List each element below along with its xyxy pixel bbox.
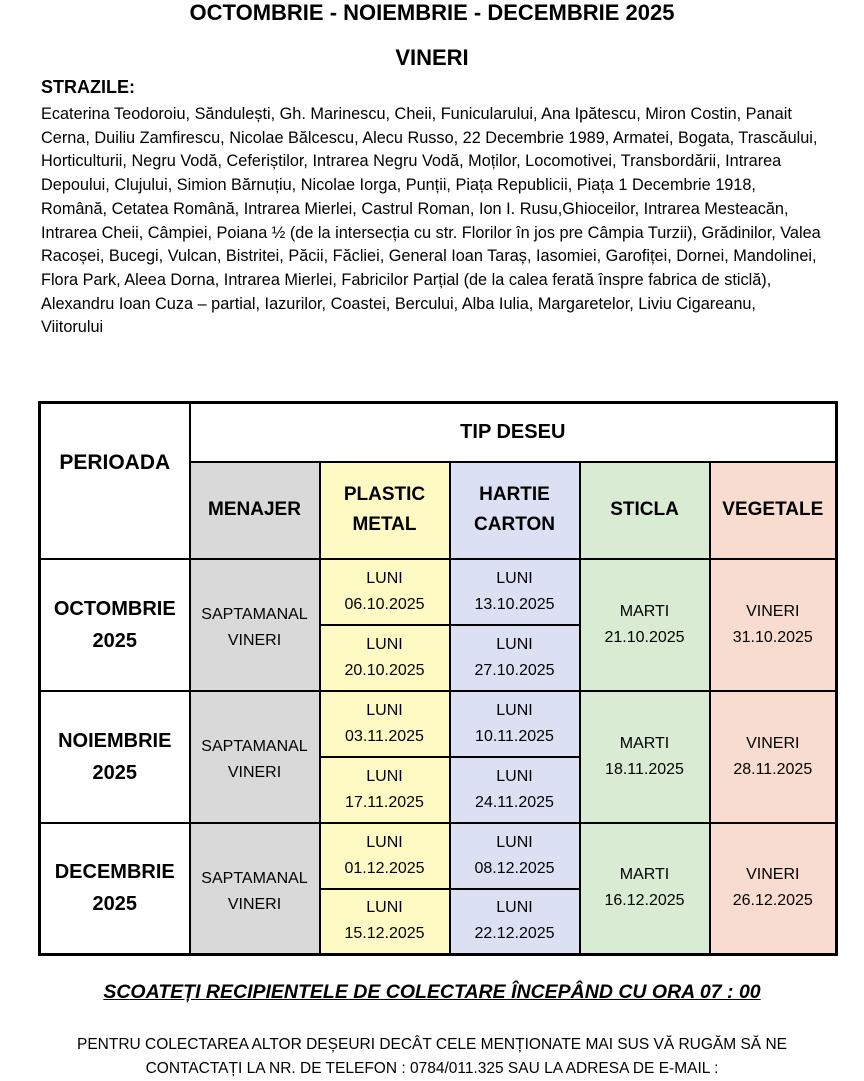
col-header-sticla: STICLA xyxy=(580,462,710,559)
contact-line: PENTRU COLECTAREA ALTOR DEȘEURI DECÂT CELE MENȚIONATE MAI SUS VĂ RUGĂM SĂ NE xyxy=(77,1036,787,1053)
plastic-date-cell: LUNI 01.12.2025 xyxy=(320,823,450,889)
col-header-plastic-metal: PLASTIC METAL xyxy=(320,462,450,559)
waste-type-header: TIP DESEU xyxy=(190,403,837,462)
menajer-cell: SAPTAMANAL VINERI xyxy=(190,559,320,691)
page-title: OCTOMBRIE - NOIEMBRIE - DECEMBRIE 2025 xyxy=(189,0,675,25)
vegetale-date-cell: VINERI 26.12.2025 xyxy=(710,823,837,955)
hartie-date-cell: LUNI 08.12.2025 xyxy=(450,823,580,889)
period-decembrie: DECEMBRIE 2025 xyxy=(40,823,190,955)
contact-line: CONTACTAȚI LA NR. DE TELEFON : 0784/011.325 SAU LA ADRESA DE E-MAIL : xyxy=(145,1060,719,1077)
col-header-vegetale: VEGETALE xyxy=(710,462,837,559)
menajer-cell: SAPTAMANAL VINERI xyxy=(190,823,320,955)
period-noiembrie: NOIEMBRIE 2025 xyxy=(40,691,190,823)
period-octombrie: OCTOMBRIE 2025 xyxy=(40,559,190,691)
vegetale-date-cell: VINERI 31.10.2025 xyxy=(710,559,837,691)
period-header: PERIOADA xyxy=(40,403,190,559)
sticla-date-cell: MARTI 18.11.2025 xyxy=(580,691,710,823)
streets-list: Ecaterina Teodoroiu, Săndulești, Gh. Marinescu, Cheii, Funicularului, Ana Ipătescu, Miron Costin, Panait Cerna, Duiliu Zamfirescu, Nicolae Bălcescu, Alecu Russo, 22 Decembrie 1989, Armatei, Bogata, Trascăului, Horticulturii, Negru Vodă, Ceferiștilor, Intrarea Negru Vodă, Moților, Locomotivei, Transbordării, Intrarea Depoului, Clujului, Simion Bărnuțiu, Nicolae Iorga, Punții, Piața Republicii, Piața 1 Decembrie 1918, Română, Cetatea Română, Intrarea Mierlei, Castrul Roman, Ion I. Rusu,Ghioceilor, Intrarea Mesteacăn, Intrarea Cheii, Câmpiei, Poiana ½ (de la intersecția cu str. Florilor în jos pre Câmpia Turzii), Grădinilor, Valea Racoșei, Bucegi, Vulcan, Bistritei, Păcii, Făcliei, General Ioan Taraș, Iasomiei, Garofiței, Dornei, Mandolinei, Flora Park, Aleea Dorna, Intrarea Mierlei, Fabricilor Parțial (de la calea ferată înspre fabrica de sticlă), Alexandru Ioan Cuza – partial, Iazurilor, Coastei, Bercului, Alba Iulia, Margaretelor, Liviu Cigareanu, Viitorului xyxy=(41,105,821,337)
contact-info xyxy=(0,1033,864,1081)
vegetale-date-cell: VINERI 28.11.2025 xyxy=(710,691,837,823)
plastic-date-cell: LUNI 03.11.2025 xyxy=(320,691,450,757)
hartie-date-cell: LUNI 13.10.2025 xyxy=(450,559,580,625)
collection-time-notice: SCOATEȚI RECIPIENTELE DE COLECTARE ÎNCEPÂND CU ORA 07 : 00 xyxy=(103,981,761,1003)
plastic-date-cell: LUNI 15.12.2025 xyxy=(320,889,450,955)
hartie-date-cell: LUNI 10.11.2025 xyxy=(450,691,580,757)
hartie-date-cell: LUNI 22.12.2025 xyxy=(450,889,580,955)
hartie-date-cell: LUNI 24.11.2025 xyxy=(450,757,580,823)
streets-label: STRAZILE: xyxy=(41,77,135,97)
col-header-menajer: MENAJER xyxy=(190,462,320,559)
col-header-hartie-carton: HARTIE CARTON xyxy=(450,462,580,559)
sticla-date-cell: MARTI 16.12.2025 xyxy=(580,823,710,955)
hartie-date-cell: LUNI 27.10.2025 xyxy=(450,625,580,691)
menajer-cell: SAPTAMANAL VINERI xyxy=(190,691,320,823)
sticla-date-cell: MARTI 21.10.2025 xyxy=(580,559,710,691)
plastic-date-cell: LUNI 06.10.2025 xyxy=(320,559,450,625)
plastic-date-cell: LUNI 17.11.2025 xyxy=(320,757,450,823)
schedule-table xyxy=(38,401,838,956)
collection-day: VINERI xyxy=(395,45,469,70)
plastic-date-cell: LUNI 20.10.2025 xyxy=(320,625,450,691)
